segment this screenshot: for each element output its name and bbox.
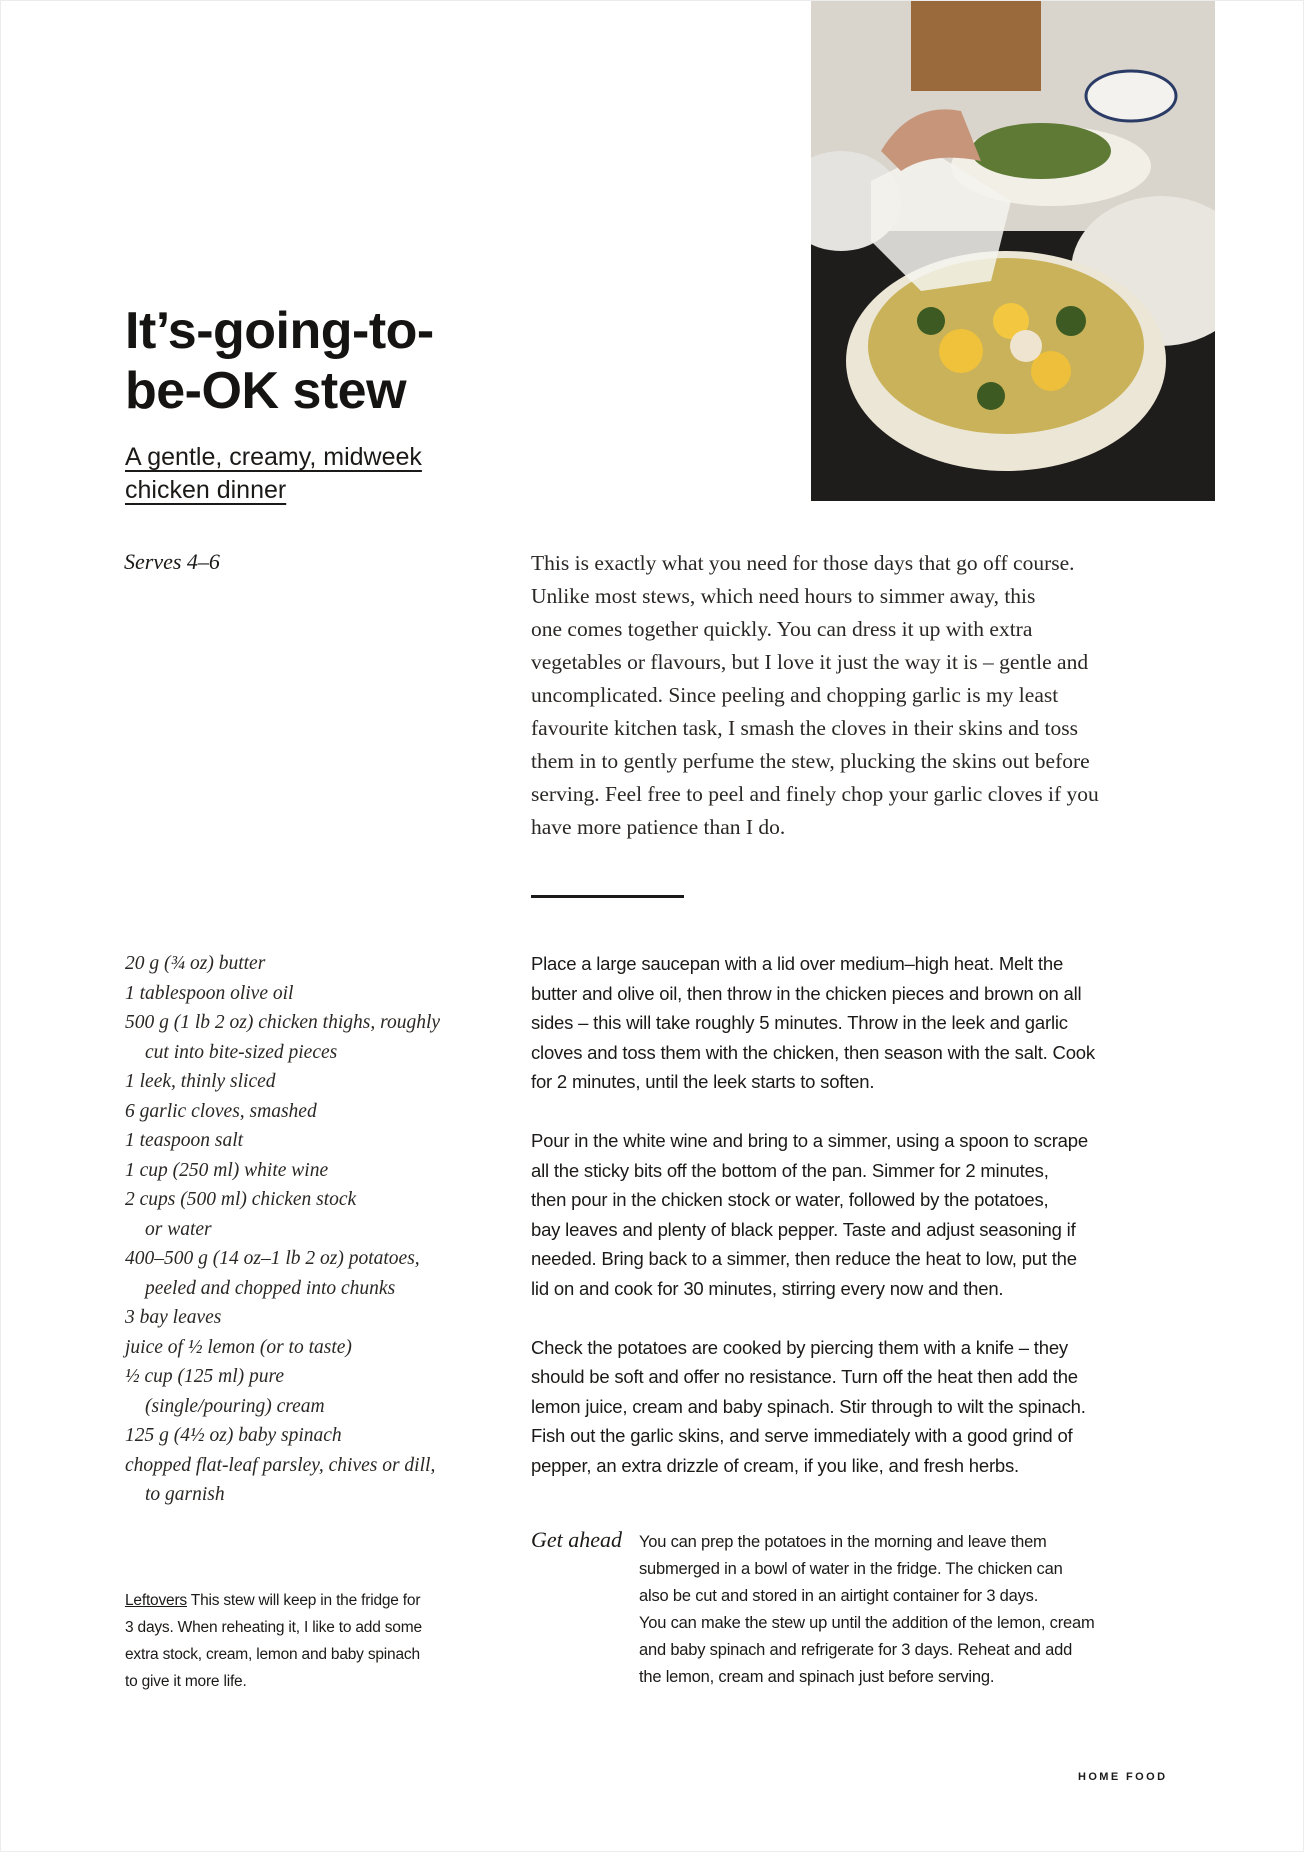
- ingredient-item: chopped flat-leaf parsley, chives or dill, to garnish: [125, 1454, 436, 1505]
- stew-photo: [811, 1, 1215, 501]
- method-steps: [531, 949, 1231, 1510]
- ingredients-list: [125, 949, 505, 1510]
- recipe-title: It’s-going-to- be-OK stew: [125, 302, 434, 420]
- ingredient-item: juice of ½ lemon (or to taste): [125, 1336, 352, 1358]
- leftovers-label: Leftovers: [125, 1592, 187, 1609]
- ingredient-item: 3 bay leaves: [125, 1307, 222, 1328]
- ingredient-item: 6 garlic cloves, smashed: [125, 1100, 317, 1122]
- method-step: Place a large saucepan with a lid over medium–high heat. Melt the butter and olive oil, then throw in the chicken pieces and brown on all sides – this will take roughly 5 minutes. Throw in the leek and garlic cloves and toss them with the chicken, then season with the salt. Cook for 2 minutes, until the leek starts to soften.: [531, 953, 1095, 1092]
- ingredient-item: 1 cup (250 ml) white wine: [125, 1159, 329, 1181]
- section-footer: HOME FOOD: [1078, 1771, 1168, 1783]
- serves-label: Serves 4–6: [124, 549, 220, 574]
- get-ahead-text: You can prep the potatoes in the morning and leave them submerged in a bowl of water in the fridge. The chicken can also be cut and stored in an airtight container for 3 days. You can make the stew up until the addition of the lemon, cream and baby spinach and refrigerate for 3 days. Reheat and add the lemon, cream and spinach just before serving.: [639, 1533, 1095, 1686]
- ingredient-item: 2 cups (500 ml) chicken stock or water: [125, 1189, 357, 1240]
- recipe-subtitle: A gentle, creamy, midweek chicken dinner: [125, 443, 422, 504]
- divider: [531, 895, 684, 898]
- ingredient-item: 125 g (4½ oz) baby spinach: [125, 1425, 342, 1446]
- intro-paragraph: This is exactly what you need for those days that go off course. Unlike most stews, which need hours to simmer away, this one comes together quickly. You can dress it up with extra vegetables or flavours, but I love it just the way it is – gentle and uncomplicated. Since peeling and chopping garlic is my least favourite kitchen task, I smash the cloves in their skins and toss them in to gently perfume the stew, plucking the skins out before serving. Feel free to peel and finely chop your garlic cloves if you have more patience than I do.: [531, 551, 1099, 839]
- method-step: Pour in the white wine and bring to a simmer, using a spoon to scrape all the sticky bits off the bottom of the pan. Simmer for 2 minutes, then pour in the chicken stock or water, followed by the potatoes, bay leaves and plenty of black pepper. Taste and adjust seasoning if needed. Bring back to a simmer, then reduce the heat to low, put the lid on and cook for 30 minutes, stirring every now and then.: [531, 1130, 1088, 1299]
- get-ahead-label: Get ahead: [531, 1527, 623, 1552]
- leftovers-text: This stew will keep in the fridge for 3 days. When reheating it, I like to add some extra stock, cream, lemon and baby spinach to give it more life.: [125, 1592, 422, 1690]
- ingredient-item: 400–500 g (14 oz–1 lb 2 oz) potatoes, peeled and chopped into chunks: [125, 1248, 420, 1299]
- leftovers-note: [125, 1587, 505, 1695]
- ingredient-item: 1 tablespoon olive oil: [125, 982, 294, 1004]
- ingredient-item: 20 g (¾ oz) butter: [125, 953, 266, 974]
- ingredient-item: 1 leek, thinly sliced: [125, 1071, 276, 1092]
- ingredient-item: 500 g (1 lb 2 oz) chicken thighs, roughly cut into bite-sized pieces: [125, 1012, 441, 1063]
- method-step: Check the potatoes are cooked by piercing them with a knife – they should be soft and offer no resistance. Turn off the heat then add the lemon juice, cream and baby spinach. Stir through to wilt the spinach. Fish out the garlic skins, and serve immediately with a good grind of pepper, an extra drizzle of cream, if you like, and fresh herbs.: [531, 1336, 1086, 1476]
- ingredient-item: ½ cup (125 ml) pure (single/pouring) cream: [125, 1366, 325, 1417]
- ingredient-item: 1 teaspoon salt: [125, 1130, 244, 1151]
